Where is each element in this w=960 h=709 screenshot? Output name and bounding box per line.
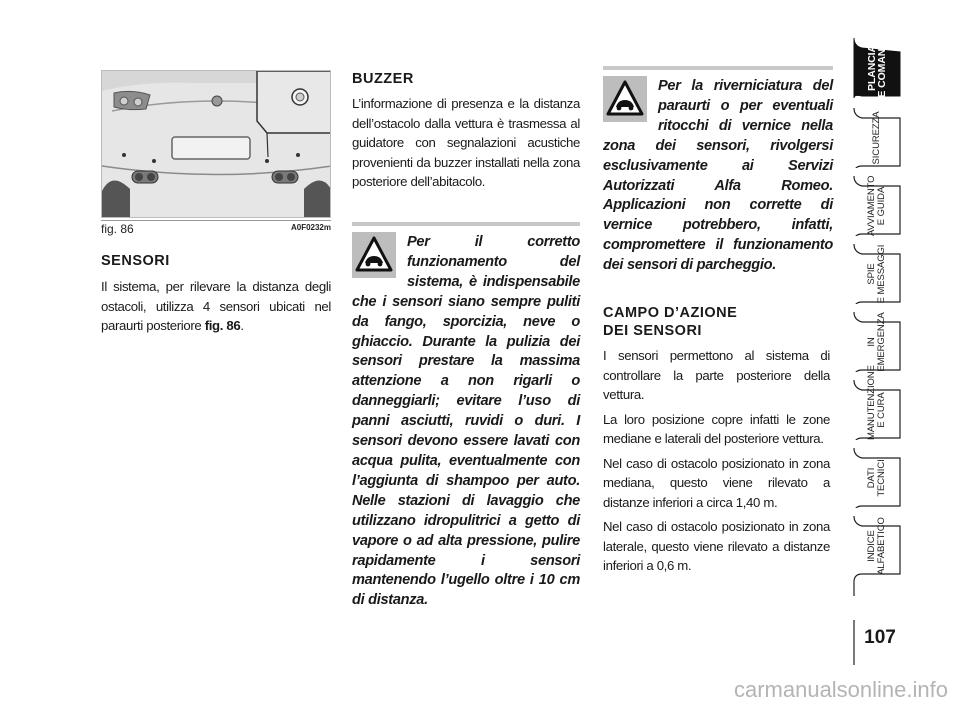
- sensori-text: Il sistema, per rilevare la distanza degli ostacoli, utilizza 4 sensori ubicati nel paraurti posteriore: [101, 279, 331, 333]
- tab-manutenzione-e-cura[interactable]: [852, 365, 902, 440]
- tab-label: IN EMERGENZA: [866, 312, 887, 372]
- tab-label: SICUREZZA: [871, 111, 882, 165]
- tab-label: INDICE ALFABETICO: [866, 517, 887, 575]
- tab-rail-line: [852, 620, 856, 665]
- sensori-suffix: .: [240, 318, 244, 333]
- tab-label: MANUTENZIONE E CURA: [866, 365, 887, 440]
- campo-paragraph-4: Nel caso di ostacolo posizionato in zona laterale, questo viene rilevato a distanze inferiori a 0,6 m.: [603, 519, 830, 573]
- buzzer-heading: BUZZER: [352, 71, 414, 87]
- tab-plancia-e-comandi[interactable]: [852, 38, 902, 98]
- figure-label: fig. 86: [101, 222, 134, 236]
- campo-heading-line2: DEI SENSORI: [603, 323, 702, 339]
- sensori-heading: SENSORI: [101, 253, 170, 269]
- tab-label: DATI TECNICI: [866, 459, 887, 497]
- campo-heading-line1: CAMPO D’AZIONE: [603, 305, 738, 321]
- warning-cleaning-note: [352, 233, 580, 611]
- buzzer-paragraph: L’informazione di presenza e la distanza dell’ostacolo dalla vettura è trasmessa al guidatore con segnalazioni acustiche provenienti da buzzer installati nella zona posteriore dell’abitacolo.: [352, 96, 580, 189]
- page-number: 107: [864, 627, 896, 648]
- tab-sicurezza[interactable]: [852, 108, 902, 168]
- warning-paint-note: [603, 77, 833, 276]
- tab-label: SPIE E MESSAGGI: [866, 244, 887, 304]
- note-divider: [352, 222, 580, 226]
- warning-paint-text: Per la riverniciatura del paraurti o per eventuali ritocchi di vernice nella zona dei sensori, rivolgersi esclusivamente ai Servizi Autorizzati Alfa Romeo. Applicazioni non corrette di vernice potrebbero, infatti, compromettere il funzionamento dei sensori di parcheggio.: [603, 78, 833, 274]
- sensori-section: [101, 252, 331, 336]
- campo-paragraph-2: La loro posizione copre infatti le zone mediane e laterali del posteriore vettura.: [603, 411, 830, 446]
- warning-cleaning-text: Per il corretto funzionamento del sistema, è indispensabile che i sensori siano sempre puliti da fango, sporcizia, neve o ghiaccio. Durante la pulizia dei sensori prestare la massima attenzione a non rigarli o danneggiarli; evitare l’uso di panni asciutti, ruvidi o duri. I sensori devono essere lavati con acqua pulita, eventualmente con l’aggiunta di shampoo per auto. Nelle stazioni di lavaggio che utilizzano idropulitrici a getto di vapore o ad alta pressione, pulire rapidamente i sensori mantenendo l’ugello oltre i 10 cm di distanza.: [352, 234, 580, 609]
- figure-86-image: [101, 70, 331, 218]
- figure-caption: [101, 220, 331, 237]
- tab-label: PLANCIA E COMANDI: [866, 38, 888, 98]
- icon-spacer: [352, 233, 407, 279]
- campo-paragraph-3: Nel caso di ostacolo posizionato in zona mediana, questo viene rilevato a distanze inferiori a circa 1,40 m.: [603, 455, 830, 510]
- note-divider: [603, 66, 833, 70]
- campo-paragraph-1: I sensori permettono al sistema di controllare la parte posteriore della vettura.: [603, 348, 830, 402]
- buzzer-section: [352, 70, 580, 192]
- sensori-paragraph: [101, 277, 331, 336]
- watermark: carmanualsonline.info: [733, 677, 948, 702]
- tab-dati-tecnici[interactable]: [852, 448, 902, 508]
- tab-indice-alfabetico[interactable]: [852, 516, 902, 576]
- figure-reference: fig. 86: [204, 318, 241, 333]
- tab-avviamento-e-guida[interactable]: [852, 176, 902, 236]
- icon-spacer: [603, 77, 658, 123]
- figure-code: A0F0232m: [290, 223, 331, 232]
- tab-label: AVVIAMENTO E GUIDA: [866, 175, 887, 236]
- campo-section: [603, 304, 830, 576]
- tab-spie-e-messaggi[interactable]: [852, 244, 902, 304]
- tab-in-emergenza[interactable]: [852, 312, 902, 372]
